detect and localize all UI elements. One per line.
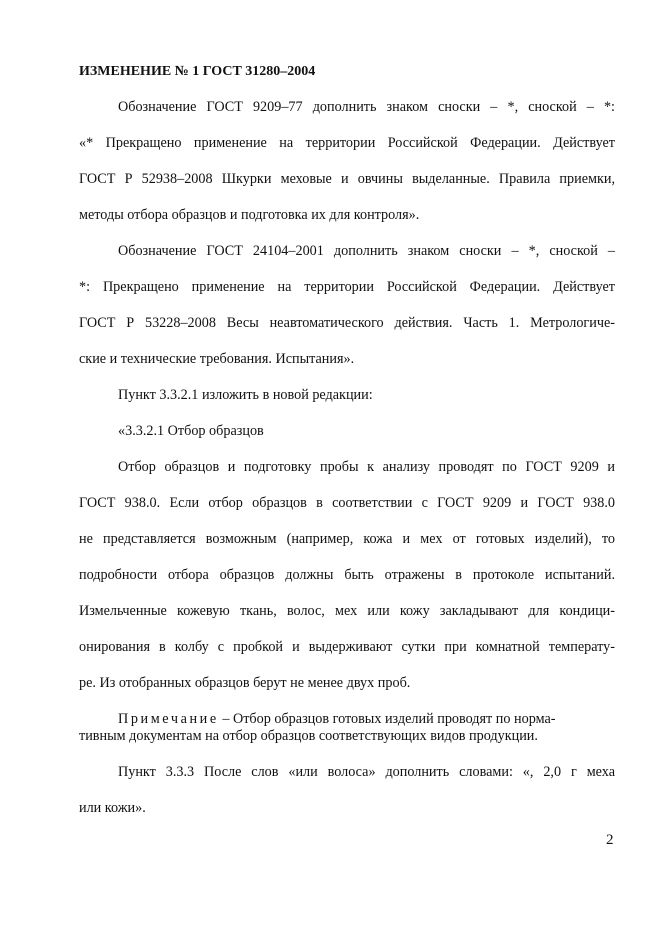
paragraph-line: Обозначение ГОСТ 9209–77 дополнить знаком сноски – *, сноской – *: xyxy=(118,99,615,115)
paragraph-line: Пункт 3.3.2.1 изложить в новой редакции: xyxy=(118,387,373,403)
paragraph-line: «* Прекращено применение на территории Российской Федерации. Действует xyxy=(79,135,615,151)
paragraph-line: онирования в колбу с пробкой и выдерживают сутки при комнатной температу- xyxy=(79,639,615,655)
note-text: – Отбор образцов готовых изделий проводят по норма- xyxy=(218,711,556,727)
paragraph-line: не представляется возможным (например, кожа и мех от готовых изделий), то xyxy=(79,531,615,547)
paragraph-line: ГОСТ 938.0. Если отбор образцов в соответствии с ГОСТ 9209 и ГОСТ 938.0 xyxy=(79,495,615,511)
paragraph-line: Измельченные кожевую ткань, волос, мех или кожу закладывают для кондици- xyxy=(79,603,615,619)
paragraph-line: *: Прекращено применение на территории Российской Федерации. Действует xyxy=(79,279,615,295)
paragraph-line: подробности отбора образцов должны быть отражены в протоколе испытаний. xyxy=(79,567,615,583)
paragraph-line: ре. Из отобранных образцов берут не менее двух проб. xyxy=(79,675,411,691)
note-label: Примечание xyxy=(118,711,219,727)
page-number: 2 xyxy=(606,832,614,848)
paragraph-line: ские и технические требования. Испытания». xyxy=(79,351,355,367)
note-line xyxy=(118,710,615,728)
paragraph-line: или кожи». xyxy=(79,800,146,816)
paragraph-line: ГОСТ Р 52938–2008 Шкурки меховые и овчины выделанные. Правила приемки, xyxy=(79,171,615,187)
paragraph-line: Пункт 3.3.3 После слов «или волоса» дополнить словами: «, 2,0 г меха xyxy=(118,764,615,780)
document-heading: ИЗМЕНЕНИЕ № 1 ГОСТ 31280–2004 xyxy=(79,64,316,79)
paragraph-line: Обозначение ГОСТ 24104–2001 дополнить знаком сноски – *, сноской – xyxy=(118,243,615,259)
paragraph-line: Отбор образцов и подготовку пробы к анализу проводят по ГОСТ 9209 и xyxy=(118,459,615,475)
paragraph-line: тивным документам на отбор образцов соответствующих видов продукции. xyxy=(79,728,538,744)
paragraph-line: методы отбора образцов и подготовка их для контроля». xyxy=(79,207,420,223)
paragraph-line: «3.3.2.1 Отбор образцов xyxy=(118,423,264,439)
paragraph-line: ГОСТ Р 53228–2008 Весы неавтоматического действия. Часть 1. Метрологиче- xyxy=(79,315,615,331)
